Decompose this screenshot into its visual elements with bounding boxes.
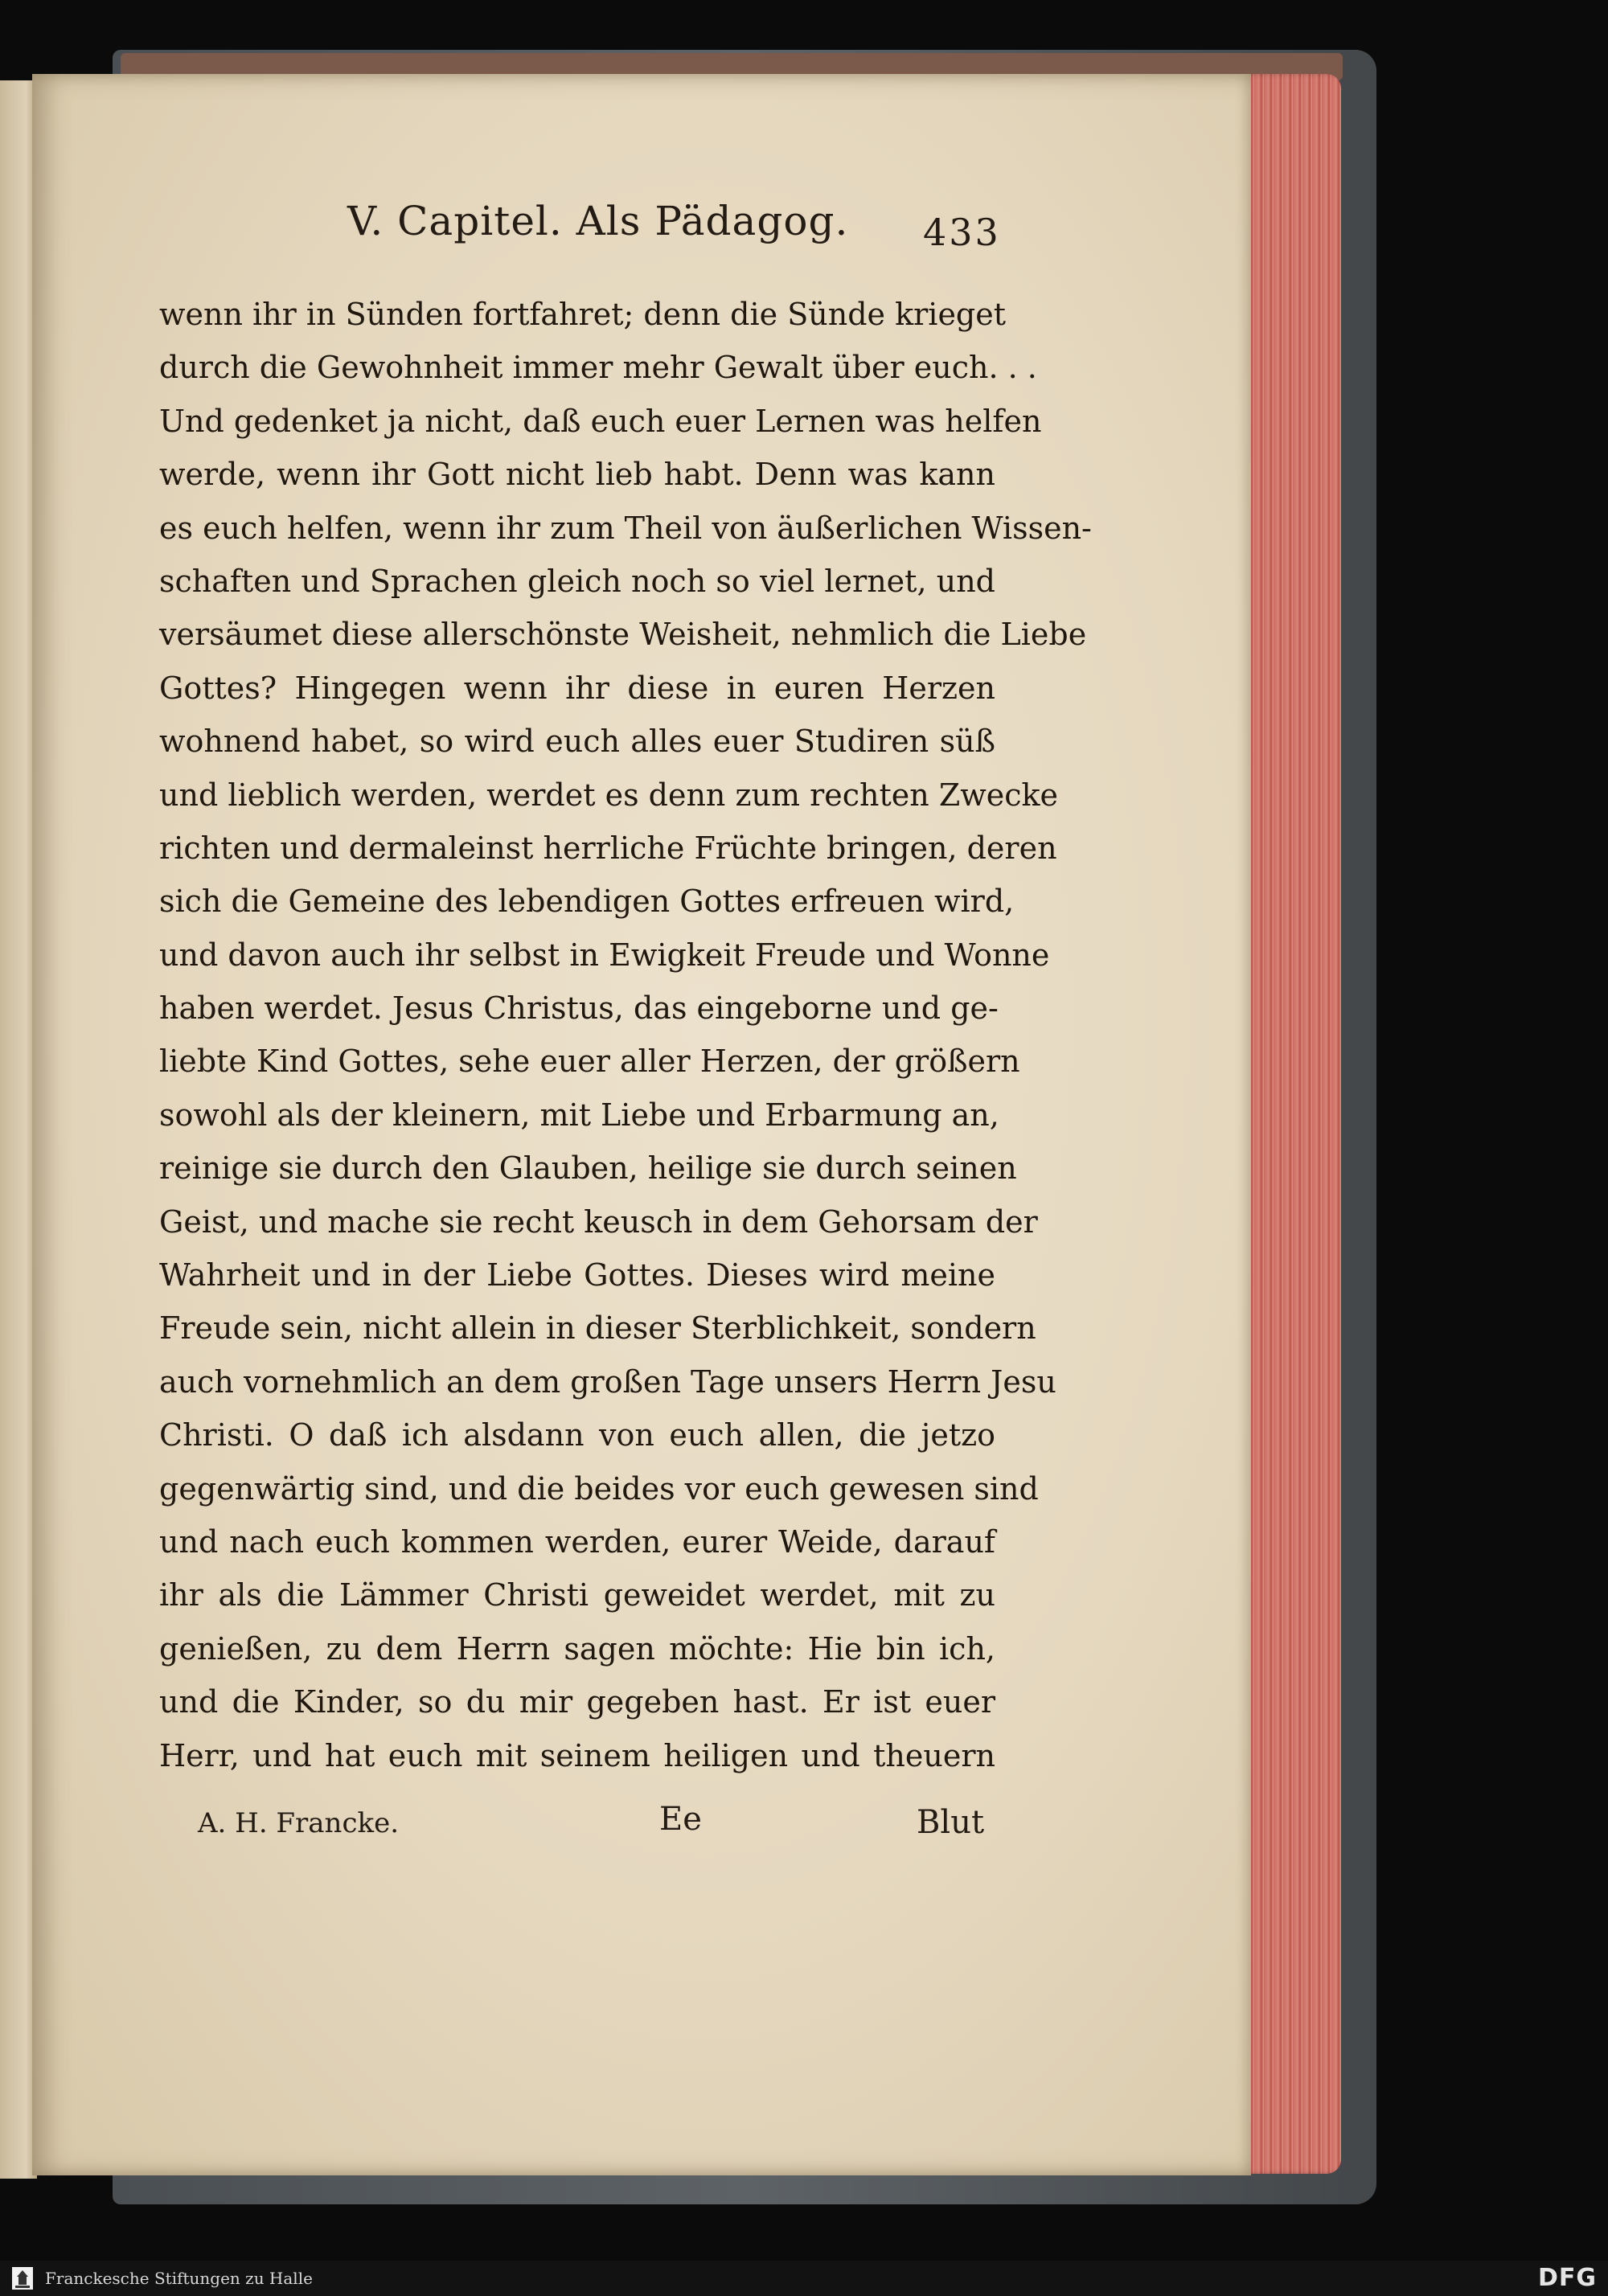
- body-text: [159, 288, 1092, 1782]
- text-line: und lieblich werden, werdet es denn zum rechten Zwecke: [159, 777, 1059, 813]
- text-line: genießen, zu dem Herrn sagen möchte: Hie bin ich,: [159, 1630, 995, 1667]
- text-line: wohnend habet, so wird euch alles euer Studiren süß: [159, 724, 995, 760]
- text-line: liebte Kind Gottes, sehe euer aller Herzen, der größern: [159, 1043, 1020, 1080]
- footer-signature: A. H. Francke.: [198, 1807, 400, 1839]
- text-line: Gottes? Hingegen wenn ihr diese in euren Herzen: [159, 670, 995, 706]
- text-line: werde, wenn ihr Gott nicht lieb habt. Denn was kann: [159, 457, 995, 493]
- text-line: Christi. O daß ich alsdann von euch allen, die jetzo: [159, 1417, 995, 1453]
- text-line: sich die Gemeine des lebendigen Gottes erfreuen wird,: [159, 884, 1015, 920]
- page-stack-edges: [1245, 74, 1341, 2174]
- text-line: Herr, und hat euch mit seinem heiligen und theuern: [159, 1737, 995, 1773]
- text-line: gegenwärtig sind, und die beides vor euch gewesen sind: [159, 1470, 1039, 1507]
- text-line: Wahrheit und in der Liebe Gottes. Dieses wird meine: [159, 1257, 995, 1294]
- institution-name: Franckesche Stiftungen zu Halle: [45, 2269, 313, 2288]
- text-line: reinige sie durch den Glauben, heilige sie durch seinen: [159, 1150, 1017, 1187]
- text-line: ihr als die Lämmer Christi geweidet werdet, mit zu: [159, 1577, 995, 1613]
- text-line: und davon auch ihr selbst in Ewigkeit Freude und Wonne: [159, 937, 1050, 973]
- text-line: Und gedenket ja nicht, daß euch euer Lernen was helfen: [159, 403, 1042, 439]
- sheet-signature-mark: Ee: [659, 1801, 702, 1838]
- text-line: auch vornehmlich an dem großen Tage unsers Herrn Jesu: [159, 1363, 1056, 1400]
- text-line: sowohl als der kleinern, mit Liebe und Erbarmung an,: [159, 1097, 999, 1133]
- text-line: haben werdet. Jesus Christus, das eingeborne und ge-: [159, 990, 999, 1027]
- text-line: durch die Gewohnheit immer mehr Gewalt über euch. . .: [159, 350, 1037, 386]
- text-line: richten und dermaleinst herrliche Früchte bringen, deren: [159, 830, 1057, 866]
- attribution-bar: [0, 2261, 1608, 2296]
- text-line: es euch helfen, wenn ihr zum Theil von äußerlichen Wissen-: [159, 510, 1092, 546]
- text-line: wenn ihr in Sünden fortfahret; denn die Sünde krieget: [159, 297, 1007, 332]
- text-line: und nach euch kommen werden, eurer Weide, darauf: [159, 1523, 995, 1560]
- institution-logo-icon: [6, 2264, 39, 2293]
- catchword: Blut: [917, 1804, 985, 1841]
- text-line: und die Kinder, so du mir gegeben hast. Er ist euer: [159, 1684, 995, 1720]
- page-number: 433: [923, 211, 1001, 254]
- text-line: Geist, und mache sie recht keusch in dem Gehorsam der: [159, 1203, 1038, 1240]
- text-line: schaften und Sprachen gleich noch so viel lernet, und: [159, 563, 995, 599]
- running-title: V. Capitel. Als Pädagog.: [347, 198, 849, 244]
- text-line: Freude sein, nicht allein in dieser Sterblichkeit, sondern: [159, 1310, 1036, 1347]
- dfg-logo: DFG: [1537, 2264, 1597, 2292]
- text-line: versäumet diese allerschönste Weisheit, nehmlich die Liebe: [159, 617, 1087, 653]
